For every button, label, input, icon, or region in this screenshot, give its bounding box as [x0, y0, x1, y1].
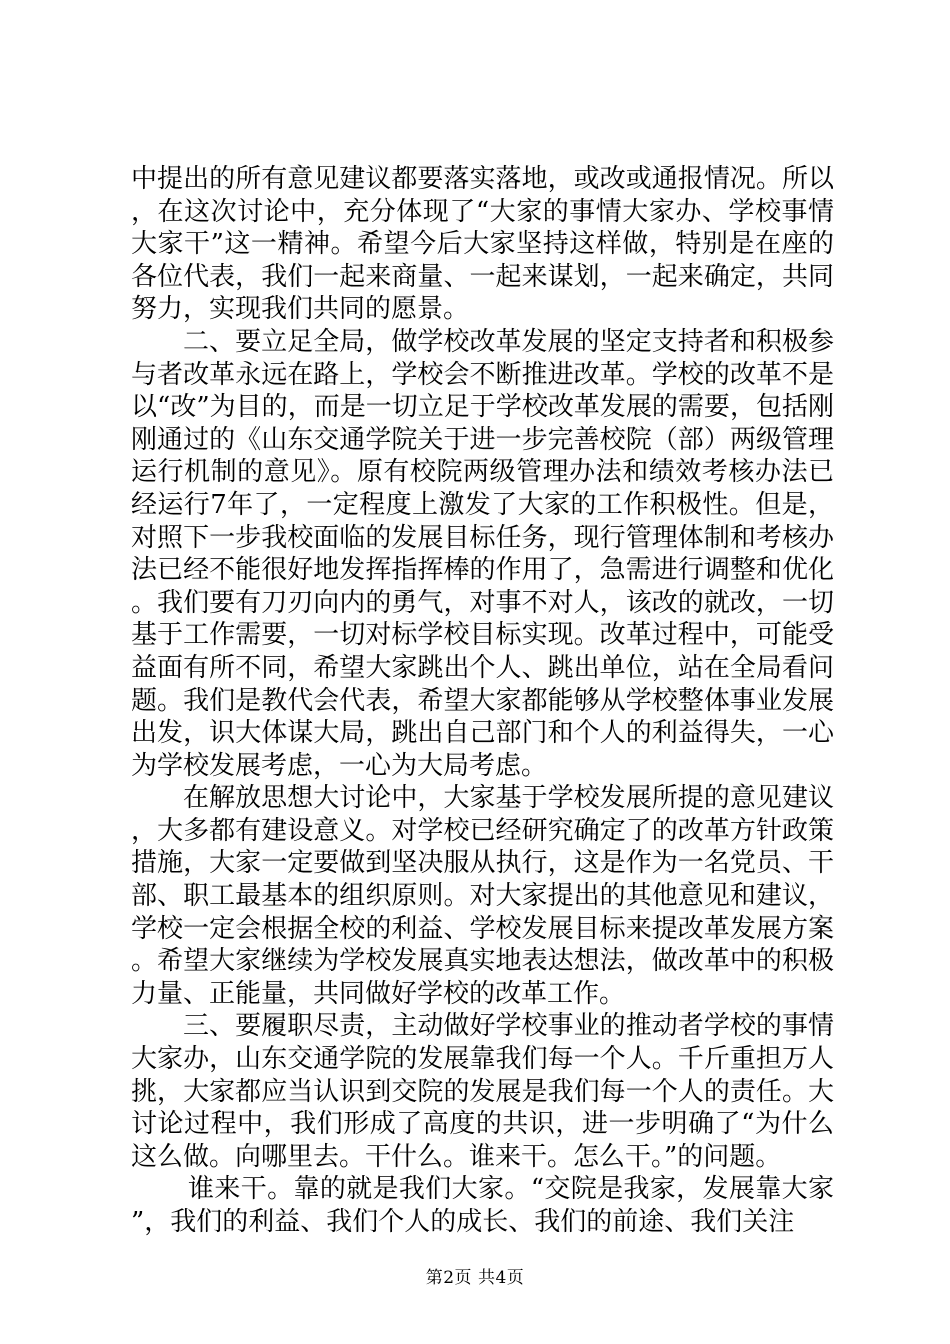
- document-body: [131, 163, 834, 1239]
- paragraph-4: 三、要履职尽责，主动做好学校事业的推动者学校的事情大家办，山东交通学院的发展靠我们每一个人。千斤重担万人挑，大家都应当认识到交院的发展是我们每一个人的责任。大讨论过程中，我们形成了高度的共识，进一步明确了“为什么这么做。向哪里去。干什么。谁来干。怎么干。”的问题。: [131, 1011, 834, 1172]
- paragraph-1: 中提出的所有意见建议都要落实落地，或改或通报情况。所以，在这次讨论中，充分体现了“大家的事情大家办、学校事情大家干”这一精神。希望今后大家坚持这样做，特别是在座的各位代表，我们一起来商量、一起来谋划，一起来确定，共同努力，实现我们共同的愿景。: [131, 164, 834, 325]
- paragraph-2: 二、要立足全局，做学校改革发展的坚定支持者和积极参与者改革永远在路上，学校会不断推进改革。学校的改革不是以“改”为目的，而是一切立足于学校改革发展的需要，包括刚刚通过的《山东交通学院关于进一步完善校院（部）两级管理运行机制的意见》。原有校院两级管理办法和绩效考核办法已经运行7年了，一定程度上激发了大家的工作积极性。但是，对照下一步我校面临的发展目标任务，现行管理体制和考核办法已经不能很好地发挥指挥棒的作用了，急需进行调整和优化。我们要有刀刃向内的勇气，对事不对人，该改的就改，一切基于工作需要，一切对标学校目标实现。改革过程中，可能受益面有所不同，希望大家跳出个人、跳出单位，站在全局看问题。我们是教代会代表，希望大家都能够从学校整体事业发展出发，识大体谋大局，跳出自己部门和个人的利益得失，一心为学校发展考虑，一心为大局考虑。: [131, 326, 834, 781]
- page-footer: 第2页 共4页: [425, 1268, 525, 1288]
- paragraph-5: 谁来干。靠的就是我们大家。“交院是我家，发展靠大家”，我们的利益、我们个人的成长、我们的前途、我们关注: [131, 1174, 834, 1237]
- paragraph-3: 在解放思想大讨论中，大家基于学校发展所提的意见建议，大多都有建设意义。对学校已经研究确定了的改革方针政策措施，大家一定要做到坚决服从执行，这是作为一名党员、干部、职工最基本的组织原则。对大家提出的其他意见和建议，学校一定会根据全校的利益、学校发展目标来提改革发展方案。希望大家继续为学校发展真实地表达想法，做改革中的积极力量、正能量，共同做好学校的改革工作。: [131, 783, 834, 1009]
